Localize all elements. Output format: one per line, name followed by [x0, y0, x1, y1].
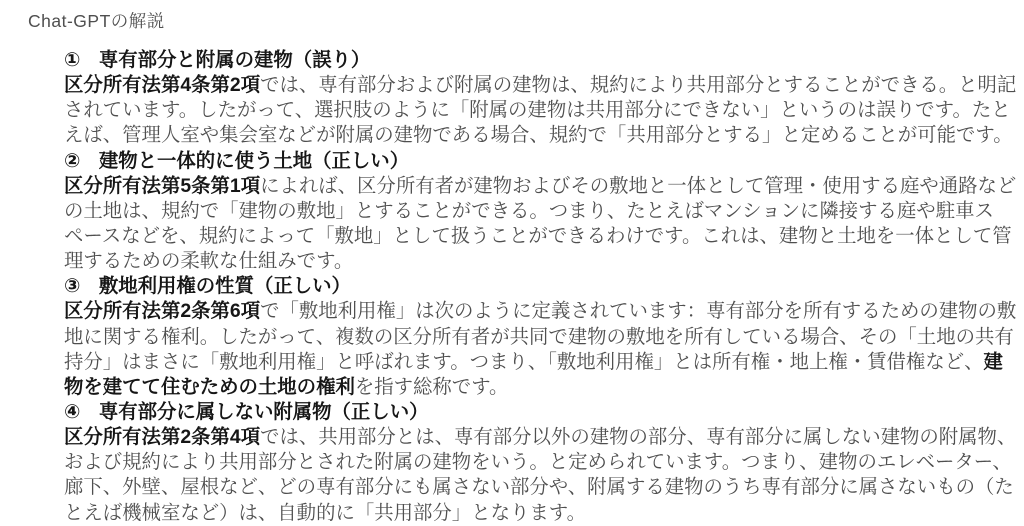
text-line — [64, 123, 1019, 148]
text-run: されています。したがって、選択肢のように「附属の建物は共用部分にできない」というのは誤りです。たと — [64, 99, 1011, 122]
text-run: えば、管理人室や集会室などが附属の建物である場合、規約で「共用部分とする」と定めることが可能です。 — [64, 124, 1013, 147]
text-line — [64, 299, 1019, 324]
text-run: および規約により共用部分とされた附属の建物をいう。と定められています。つまり、建物のエレベーター、 — [64, 451, 1012, 474]
text-line — [64, 224, 1019, 249]
bold-text-run: 区分所有法第4条第2項 — [64, 74, 261, 97]
text-run: 持分」はまさに「敷地利用権」と呼ばれます。つまり、「敷地利用権」とは所有権・地上権・賃借権など、 — [64, 350, 984, 373]
page-title: Chat-GPTの解説 — [28, 11, 165, 31]
section-heading — [64, 400, 1019, 425]
text-run: 理するための柔軟な仕組みです。 — [64, 250, 354, 273]
text-run: ペースなどを、規約によって「敷地」として扱うことができるわけです。これは、建物と土地を一体として管 — [64, 224, 1012, 247]
section — [64, 274, 1019, 400]
text-run: の土地は、規約で「建物の敷地」とすることができる。つまり、たとえばマンションに隣接する庭や駐車ス — [64, 199, 994, 222]
text-run: で「敷地利用権」は次のように定義されています：専有部分を所有するための建物の敷 — [260, 300, 1017, 323]
text-run: によれば、区分所有者が建物およびその敷地と一体として管理・使用する庭や通路など — [260, 174, 1017, 197]
text-line — [64, 174, 1019, 199]
text-run: を指す総称です。 — [354, 375, 509, 398]
section — [64, 48, 1019, 149]
section-number: ① — [64, 49, 81, 71]
sections — [64, 48, 1019, 526]
section-number: ③ — [64, 275, 81, 298]
bold-text-run: 物を建てて住むための土地の権利 — [64, 375, 355, 398]
text-run: では、専有部分および附属の建物は、規約により共用部分とすることができる。と明記 — [260, 74, 1017, 97]
section-heading — [64, 48, 1019, 73]
section-title: 専有部分と附属の建物（誤り） — [98, 49, 371, 71]
bold-text-run: 区分所有法第5条第1項 — [64, 174, 261, 197]
text-line — [64, 73, 1019, 98]
text-run: 地に関する権利。したがって、複数の区分所有者が共同で建物の敷地を所有している場合、その「土地の共有 — [64, 325, 1014, 348]
text-line — [64, 350, 1019, 375]
bold-text-run: 区分所有法第2条第6項 — [64, 300, 261, 323]
text-line — [64, 249, 1019, 274]
section — [64, 149, 1019, 275]
section-title: 専有部分に属しない附属物（正しい） — [98, 400, 429, 423]
section-title: 敷地利用権の性質（正しい） — [98, 275, 351, 298]
section-heading — [64, 274, 1019, 299]
section-title: 建物と一体的に使う土地（正しい） — [98, 149, 410, 172]
text-run: とえば機械室など）は、自動的に「共用部分」となります。 — [64, 501, 586, 524]
text-line — [64, 425, 1019, 450]
section-number: ② — [64, 149, 81, 172]
bold-text-run: 建 — [983, 350, 1003, 373]
section — [64, 400, 1019, 526]
text-run: 廊下、外壁、屋根など、どの専有部分にも属さない部分や、附属する建物のうち専有部分に属さないもの（た — [64, 476, 1014, 499]
text-line — [64, 450, 1019, 475]
text-line — [64, 501, 1019, 526]
text-line — [64, 325, 1019, 350]
text-run: では、共用部分とは、専有部分以外の建物の部分、専有部分に属しない建物の附属物、 — [260, 426, 1017, 449]
text-line — [64, 199, 1019, 224]
section-number: ④ — [64, 400, 81, 423]
bold-text-run: 区分所有法第2条第4項 — [64, 426, 261, 449]
text-line — [64, 475, 1019, 500]
section-heading — [64, 149, 1019, 174]
text-line — [64, 98, 1019, 123]
text-line — [64, 375, 1019, 400]
